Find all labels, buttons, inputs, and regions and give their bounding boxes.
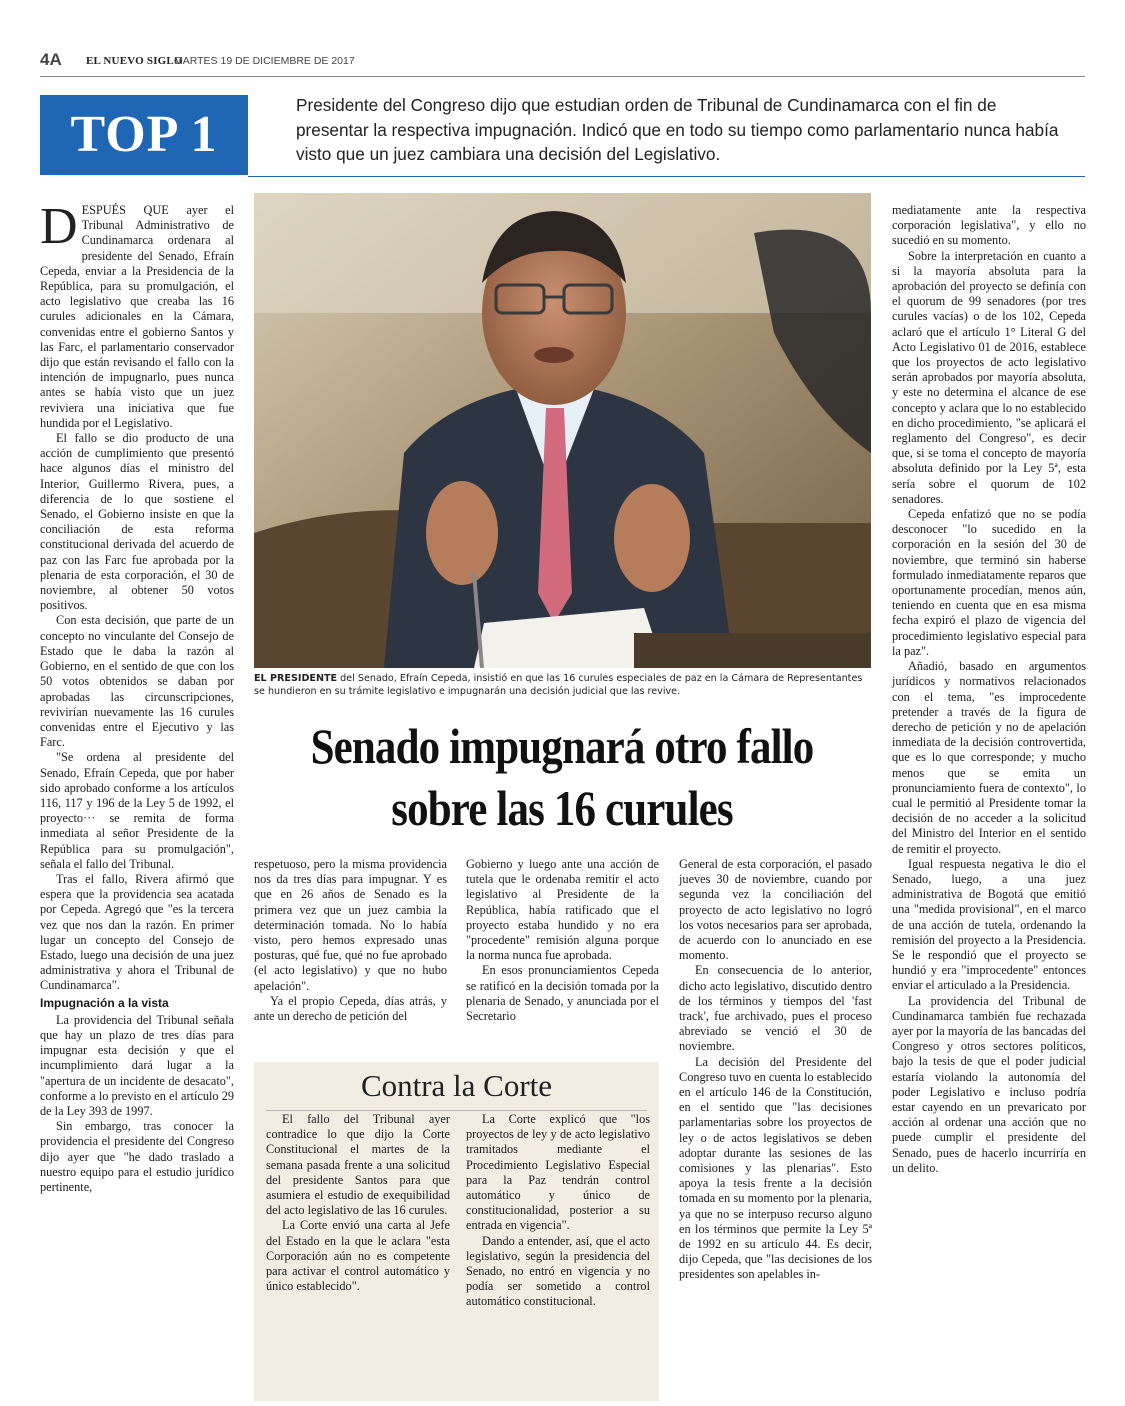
lead-paragraph	[40, 198, 234, 431]
paragraph: "Se ordena al presidente del Senado, Efraín Cepeda, que por haber sido aprobado conforme a los artículos 116, 117 y 196 de la Ley 5 de 1992, el proyecto··· se remita de forma inmediata al señor Presidente de la República para su promulgación", señala el fallo del Tribunal.	[40, 750, 234, 871]
paragraph: La Corte envió una carta al Jefe del Estado en la que le aclara "esta Corporación aún no es competente para activar el control automático y único establecido".	[266, 1218, 450, 1294]
paragraph: En esos pronunciamientos Cepeda se ratificó en la decisión tomada por la plenaria de Senado, y anunciada por el Secretario	[466, 963, 659, 1024]
paragraph: El fallo del Tribunal ayer contradice lo que dijo la Corte Constitucional el martes de la semana pasada frente a una solicitud del presidente Santos para que asumiera el estudio de exequibilidad del acto legislativo de las 16 curules.	[266, 1112, 450, 1218]
paragraph: Con esta decisión, que parte de un concepto no vinculante del Consejo de Estado que le daba la razón al Gobierno, en el sentido de que con los 50 votos obtenidos se daban por aprobadas las circunscripciones, revivirían nuevamente las 16 curules convenidas entre el Ejecutivo y las Farc.	[40, 613, 234, 750]
page-number: 4A	[40, 50, 62, 69]
page-header	[40, 50, 1085, 77]
paragraph: La providencia del Tribunal de Cundinamarca también fue rechazada ayer por la mayoría de las bancadas del Congreso y otros sectores políticos, bajo la tesis de que el poder judicial estaría violando la autonomía del poder Legislativo e incluso podría estar cayendo en un prevaricato por acción al ordenar una acción que no puede cumplir el presidente del Senado, pues de hacerlo incurriría en un delito.	[892, 993, 1086, 1175]
drop-cap: D	[40, 198, 78, 255]
lead-text: ESPUÉS QUE ayer el Tribunal Administrativo de Cundinamarca ordenara al presidente del Senado, Efraín Cepeda, enviar a la Presidencia de la República, para su promulgación, el acto legislativo que creaba las 16 curules adicionales en la Cámara, convenidas entre el gobierno Santos y las Farc, el parlamentario conservador dijo que están revisando el fallo con la intención de impugnarlo, pues nunca antes se había visto que un juez reviviera una iniciativa que fue hundida por el Legislativo.	[40, 203, 234, 430]
sidebar-divider	[266, 1110, 647, 1111]
paragraph: Igual respuesta negativa le dio el Senado, luego, a una juez administrativa de Bogotá que emitió una "medida provisional", en el marco de una acción de tutela, ordenando la remisión del proyecto a la Presidencia. Se le respondió que el proyecto se hundió y era "improcedente" entonces enviar el articulado a la Presidencia.	[892, 856, 1086, 993]
article-column-1	[40, 198, 234, 1195]
article-headline: Senado impugnará otro fallo sobre las 16 curules	[310, 718, 814, 836]
paragraph: Dando a entender, así, que el acto legislativo, según la presidencia del Senado, no entró en vigencia y no podía ser sometido a control automático constitucional.	[466, 1233, 650, 1309]
paragraph: respetuoso, pero la misma providencia nos da tres días para impugnar. Y es que en 26 años de Senado es la primera vez que un juez cambia la determinación tomada. No lo había visto, pero hemos expresado unas posturas, qué fue, qué no fue aprobado (el acto legislativo) y que no hubo apelación".	[254, 857, 447, 993]
paragraph: Ya el propio Cepeda, días atrás, y ante un derecho de petición del	[254, 993, 447, 1024]
article-column-2	[254, 857, 447, 1024]
section-divider	[248, 176, 1085, 177]
sidebar-column-right	[466, 1112, 650, 1310]
paragraph: Tras el fallo, Rivera afirmó que espera que la providencia sea acatada por Cepeda. Agregó que "es la tercera vez que nos dan la razón. En primer lugar un concepto del Consejo de Estado, luego una decisión de una juez administrativa y ahora el Tribunal de Cundinamarca".	[40, 871, 234, 993]
sidebar-box	[254, 1062, 659, 1401]
paragraph: El fallo se dio producto de una acción de cumplimiento que presentó hace algunos días el ministro del Interior, Guillermo Rivera, pues, a diferencia de lo que sostiene el Senado, el Gobierno insiste en que la conciliación de esta reforma constitucional derivada del acuerdo de paz con las Farc fue aprobada por la plenaria de esta corporación, el 30 de noviembre, al obtener 50 votos positivos.	[40, 431, 234, 613]
paragraph: La decisión del Presidente del Congreso tuvo en cuenta lo establecido en el artículo 146 de la Constitución, en el sentido que "las decisiones parlamentarias sobre los proyectos de ley o de actos legislativos se deben adoptar durante las sesiones de las comisiones y las plenarias". Esto apoya la tesis frente a la decisión tomada en su momento por la plenaria, ya que no se interpuso recurso alguno en los términos que permite la Ley 5ª de 1992 en su artículo 44. Es decir, dijo Cepeda, que "las decisiones de los presidentes son apelables in-	[679, 1054, 872, 1282]
paragraph: La Corte explicó que "los proyectos de ley y de acto legislativo tramitados mediante el Procedimiento Legislativo Especial para la Paz tendrán control automático y único de constitucionalidad, posterior a su entrada en vigencia".	[466, 1112, 650, 1233]
caption-text: del Senado, Efraín Cepeda, insistió en que las 16 curules especiales de paz en la Cámara de Representantes se hundieron en su trámite legislativo e impugnarán una decisión judicial que las revive.	[254, 673, 863, 697]
photo-illustration	[254, 193, 871, 668]
article-column-4	[679, 857, 872, 1283]
sidebar-title: Contra la Corte	[360, 1068, 553, 1103]
paragraph: mediatamente ante la respectiva corporación legislativa", y ello no sucedió en su momento.	[892, 203, 1086, 248]
paragraph: General de esta corporación, el pasado jueves 30 de noviembre, cuando por segunda vez la conciliación del proyecto de acto legislativo no logró los votos necesarios para ser aprobada, de acuerdo con lo anunciado en ese momento.	[679, 857, 872, 963]
section-label-box	[40, 95, 248, 175]
paragraph: Sin embargo, tras conocer la providencia el presidente del Congreso dijo ayer que "he dado traslado a nuestro equipo para el estudio jurídico pertinente,	[40, 1119, 234, 1194]
paragraph: La providencia del Tribunal señala que hay un plazo de tres días para impugnar esta decisión y que el incumplimiento dará lugar a la "apertura de un incidente de desacato", conforme a lo previsto en el artículo 29 de la Ley 393 de 1997.	[40, 1012, 234, 1118]
subhead: Impugnación a la vista	[40, 995, 169, 1010]
article-photo	[254, 193, 871, 668]
caption-lead: EL PRESIDENTE	[254, 673, 338, 684]
paragraph: Añadió, basado en argumentos jurídicos y normativos relacionados con el tema, "es improcedente pretender a través de la figura de derecho de petición y no de apelación inmediata de la decisión controvertida, que es lo que corresponde; y mucho menos que se emita un pronunciamiento fuera de contexto", lo cual le permitió al Presidente tomar la decisión de no acceder a la solicitud del Ministro del Interior en el sentido de remitir el proyecto.	[892, 659, 1086, 856]
article-column-5	[892, 203, 1086, 1176]
masthead: EL NUEVO SIGLO	[86, 55, 183, 67]
section-label: TOP 1	[70, 106, 218, 163]
paragraph: Sobre la interpretación en cuanto a si la mayoría absoluta para la aprobación del proyecto se definía con el quorum de 99 senadores (por tres curules vacías) o de los 102, Cepeda aclaró que el artículo 1° Literal G del Acto Legislativo 01 de 2016, establece que los proyectos de acto legislativo serán aprobados por mayoría absoluta, y este no determina el alcance de ese concepto y aclara que lo no establecido en dicho procedimiento, "se aplicará el reglamento del Congreso", es decir que, si se toma el concepto de mayoría absoluta definido por la Ley 5ª, esta sería sobre el quorum de 102 senadores.	[892, 248, 1086, 506]
sidebar-column-left	[266, 1112, 450, 1294]
article-summary: Presidente del Congreso dijo que estudian orden de Tribunal de Cundinamarca con el fin de presentar la respectiva impugnación. Indicó que en todo su tiempo como parlamentario nunca había visto que un juez cambiara una decisión del Legislativo.	[296, 95, 1059, 164]
article-column-3	[466, 857, 659, 1024]
issue-date: MARTES 19 DE DICIEMBRE DE 2017	[174, 55, 355, 67]
paragraph: Cepeda enfatizó que no se podía desconocer "lo sucedido en la corporación en la sesión del 30 de noviembre, que terminó sin haberse formulado inmediatamente reparos que oportunamente procedían, menos aún, teniendo en cuenta que en esa misma fecha expiró el plazo de vigencia del procedimiento legislativo especial para la paz".	[892, 507, 1086, 658]
paragraph: Gobierno y luego ante una acción de tutela que le ordenaba remitir el acto legislativo al Presidente de la República, había ratificado que el proyecto estaba hundido y no era "procedente" remisión alguna porque la norma nunca fue aprobada.	[466, 857, 659, 963]
photo-caption	[254, 673, 871, 699]
paragraph: En consecuencia de lo anterior, dicho acto legislativo, discutido dentro de los términos y tiempos del 'fast track', fue archivado, pues el proceso abreviado se venció el 30 de noviembre.	[679, 963, 872, 1054]
